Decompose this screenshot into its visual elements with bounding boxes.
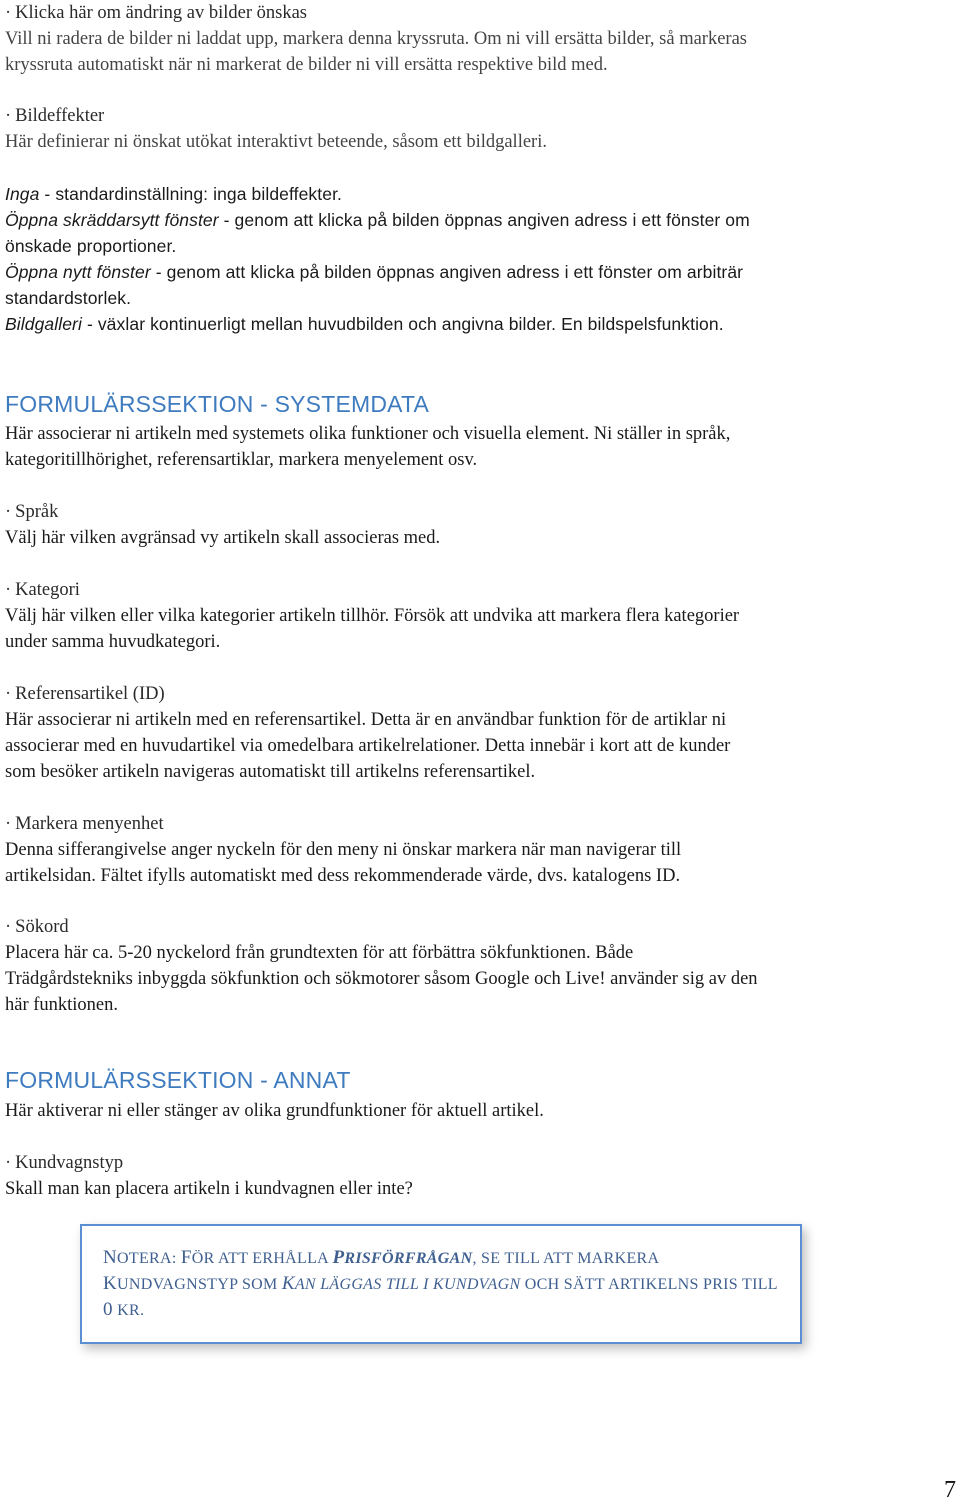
item-title-sprak: · Språk [5,502,59,522]
option-skraddarsytt-cont: önskade proportioner. [5,236,177,256]
image-change-title: · Klicka här om ändring av bilder önskas [5,3,307,23]
page-number: 7 [944,1477,956,1503]
item-body-referensartikel-3: som besöker artikeln navigeras automatiskt till artikelns referensartikel. [5,762,536,782]
systemdata-intro-line-1: Här associerar ni artikeln med systemets olika funktioner och visuella element. Ni ställer in språk, [5,424,731,444]
option-nytt-fonster: Öppna nytt fönster - genom att klicka på bilden öppnas angiven adress i ett fönster om arbiträr [5,262,744,282]
image-change-body-line-2: kryssruta automatiskt när ni markerat de bilder ni vill ersätta respektive bild med. [5,55,608,75]
note-callout-box [80,1224,802,1344]
option-skraddarsytt: Öppna skräddarsytt fönster - genom att klicka på bilden öppnas angiven adress i ett fönster om [5,210,750,230]
item-body-kategori-2: under samma huvudkategori. [5,632,221,652]
note-line-3: 0 KR. [103,1299,145,1320]
item-body-sokord-1: Placera här ca. 5-20 nyckelord från grundtexten för att förbättra sökfunktionen. Både [5,943,634,963]
option-nytt-fonster-cont: standardstorlek. [5,288,132,308]
item-title-sokord: · Sökord [5,917,69,937]
item-body-referensartikel-2: associerar med en huvudartikel via omedelbara artikelrelationer. Detta innebär i kort att de kunder [5,736,731,756]
item-body-sokord-2: Trädgårdstekniks inbyggda sökfunktion och sökmotorer såsom Google och Live! använder sig av den [5,969,758,989]
section-heading-systemdata: FORMULÄRSSEKTION - SYSTEMDATA [5,391,430,417]
item-title-kategori: · Kategori [5,580,80,600]
option-bildgalleri: Bildgalleri - växlar kontinuerligt mellan huvudbilden och angivna bilder. En bildspelsfunktion. [5,314,724,334]
bildeffekter-title: · Bildeffekter [5,106,105,126]
item-body-referensartikel-1: Här associerar ni artikeln med en referensartikel. Detta är en användbar funktion för de artiklar ni [5,710,727,730]
item-title-referensartikel: · Referensartikel (ID) [5,684,165,704]
section-heading-annat: FORMULÄRSSEKTION - ANNAT [5,1067,351,1093]
item-body-markera-menyenhet-1: Denna sifferangivelse anger nyckeln för den meny ni önskar markera när man navigerar till [5,840,682,860]
item-body-sprak: Välj här vilken avgränsad vy artikeln skall associeras med. [5,528,441,548]
note-line-2: KUNDVAGNSTYP SOM KAN LÄGGAS TILL I KUNDVAGN OCH SÄTT ARTIKELNS PRIS TILL [103,1273,778,1294]
item-title-markera-menyenhet: · Markera menyenhet [5,814,164,834]
item-body-kategori-1: Välj här vilken eller vilka kategorier artikeln tillhör. Försök att undvika att markera flera kategorier [5,606,740,626]
item-body-kundvagnstyp: Skall man kan placera artikeln i kundvagnen eller inte? [5,1179,413,1199]
note-line-1: NOTERA: FÖR ATT ERHÅLLA PRISFÖRFRÅGAN, SE TILL ATT MARKERA [103,1247,660,1268]
option-inga: Inga - standardinställning: inga bildeffekter. [5,184,343,204]
item-title-kundvagnstyp: · Kundvagnstyp [5,1153,124,1173]
item-body-markera-menyenhet-2: artikelsidan. Fältet ifylls automatiskt med dess rekommenderade värde, dvs. katalogens ID. [5,866,681,886]
bildeffekter-body: Här definierar ni önskat utökat interaktivt beteende, såsom ett bildgalleri. [5,132,547,152]
systemdata-intro-line-2: kategoritillhörighet, referensartiklar, markera menyelement osv. [5,450,478,470]
annat-intro: Här aktiverar ni eller stänger av olika grundfunktioner för aktuell artikel. [5,1101,544,1121]
item-body-sokord-3: här funktionen. [5,995,119,1015]
image-change-body-line-1: Vill ni radera de bilder ni laddat upp, markera denna kryssruta. Om ni vill ersätta bilder, så markeras [5,29,748,49]
